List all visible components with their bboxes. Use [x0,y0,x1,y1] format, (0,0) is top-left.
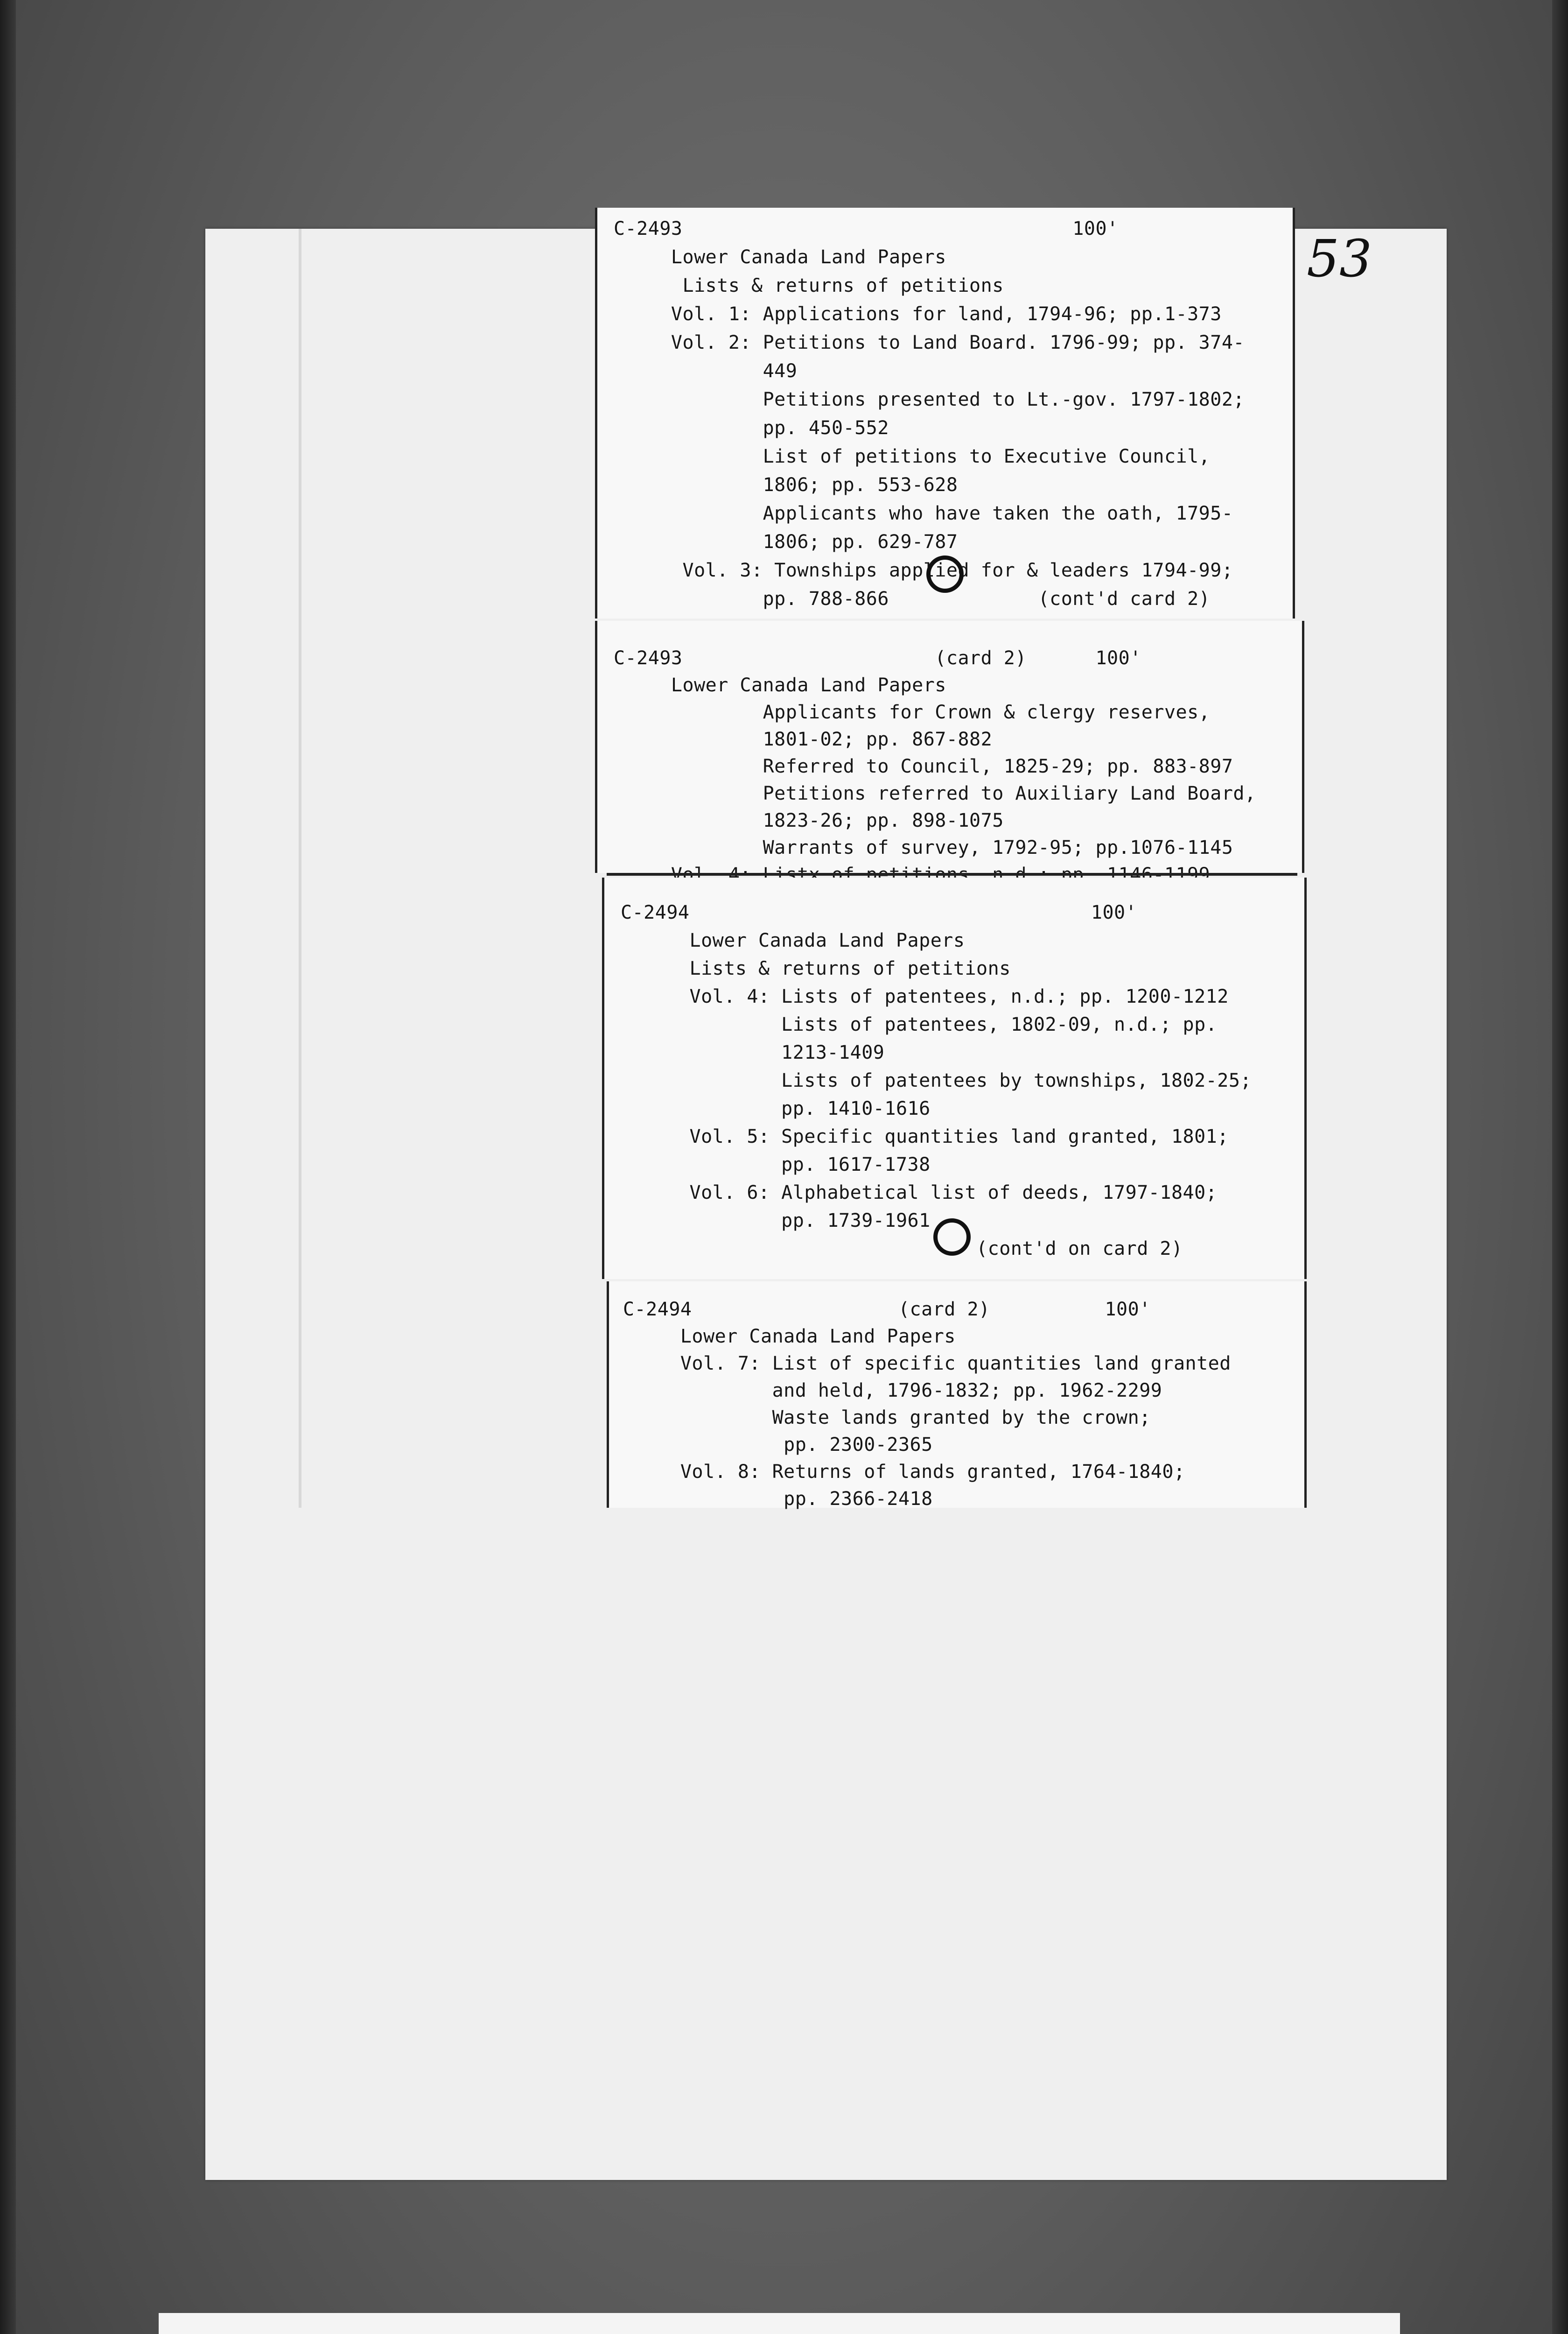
card-line: 1806; pp. 629-787 [614,531,958,553]
card-line: Vol. 7: List of specific quantities land granted [623,1353,1231,1374]
archive-label-panel [159,2313,1400,2334]
card-line: pp. 1617-1738 [621,1154,931,1175]
card-line: Applicants who have taken the oath, 1795- [614,503,1233,524]
card-line: pp. 788-866 (cont'd card 2) [614,588,1211,610]
folio-number: 53 [1307,229,1372,288]
card-line: pp. 1739-1961 [621,1210,931,1231]
mount-sheet-inner-edge [299,229,301,1508]
card-line: Petitions referred to Auxiliary Land Board, [614,783,1256,804]
card-line: Vol. 6: Alphabetical list of deeds, 1797-1840; [621,1182,1218,1203]
registration-circle-mark [933,1218,971,1256]
card-line: pp. 1410-1616 [621,1098,931,1119]
card-line: Applicants for Crown & clergy reserves, [614,702,1211,723]
card-line: Lists & returns of petitions [614,275,1004,296]
card-line: Vol. 2: Petitions to Land Board. 1796-99; pp. 374- [614,332,1245,353]
card-line: Warrants of survey, 1792-95; pp.1076-1145 [614,837,1233,858]
card-line: Vol. 4: Lists of patentees, n.d.; pp. 1200-1212 [621,986,1229,1007]
registration-circle-mark [926,555,964,593]
card-line: Referred to Council, 1825-29; pp. 883-897 [614,756,1233,777]
card-line: Lists & returns of petitions [621,958,1011,979]
card-line: pp. 2300-2365 [623,1434,933,1455]
card-separator-rule [607,873,1297,876]
card-line: Lower Canada Land Papers [623,1326,956,1347]
card-line: Lower Canada Land Papers [614,246,946,268]
film-frame-right-edge [1552,0,1568,2334]
card-line: Vol. 1: Applications for land, 1794-96; pp.1-373 [614,303,1222,325]
index-card-c2493-card2 [595,621,1304,873]
card-line: Lists of patentees, 1802-09, n.d.; pp. [621,1014,1218,1035]
card-line: 1801-02; pp. 867-882 [614,729,993,750]
card-line: 1806; pp. 553-628 [614,474,958,496]
card-line: Petitions presented to Lt.-gov. 1797-1802; [614,389,1245,410]
card-line: pp. 2366-2418 [623,1488,933,1510]
card-line: 449 [614,360,798,382]
card-line: Vol. 5: Specific quantities land granted, 1801; [621,1126,1229,1147]
card-line: C-2493 100' [614,218,1119,239]
card-line: 1823-26; pp. 898-1075 [614,810,1004,831]
film-frame-left-edge [0,0,16,2334]
card-line: Waste lands granted by the crown; [623,1407,1151,1428]
card-line: Vol. 8: Returns of lands granted, 1764-1840; [623,1461,1185,1483]
card-line: Vol. 3: Townships applied for & leaders 1794-99; [614,560,1233,581]
card-line: and held, 1796-1832; pp. 1962-2299 [623,1380,1162,1401]
card-line: pp. 450-552 [614,417,889,439]
card-line: Lower Canada Land Papers [621,930,965,951]
index-card-c2494-card2 [607,1281,1307,1508]
card-line: Lists of patentees by townships, 1802-25; [621,1070,1252,1091]
card-line: Lower Canada Land Papers [614,675,946,696]
card-line: 1213-1409 [621,1042,885,1063]
card-line: C-2494 (card 2) 100' [623,1299,1151,1320]
card-line: C-2493 (card 2) 100' [614,647,1141,669]
card-line: (cont'd on card 2) [621,1238,1183,1259]
card-line: List of petitions to Executive Council, [614,446,1211,467]
card-line: C-2494 100' [621,902,1137,923]
